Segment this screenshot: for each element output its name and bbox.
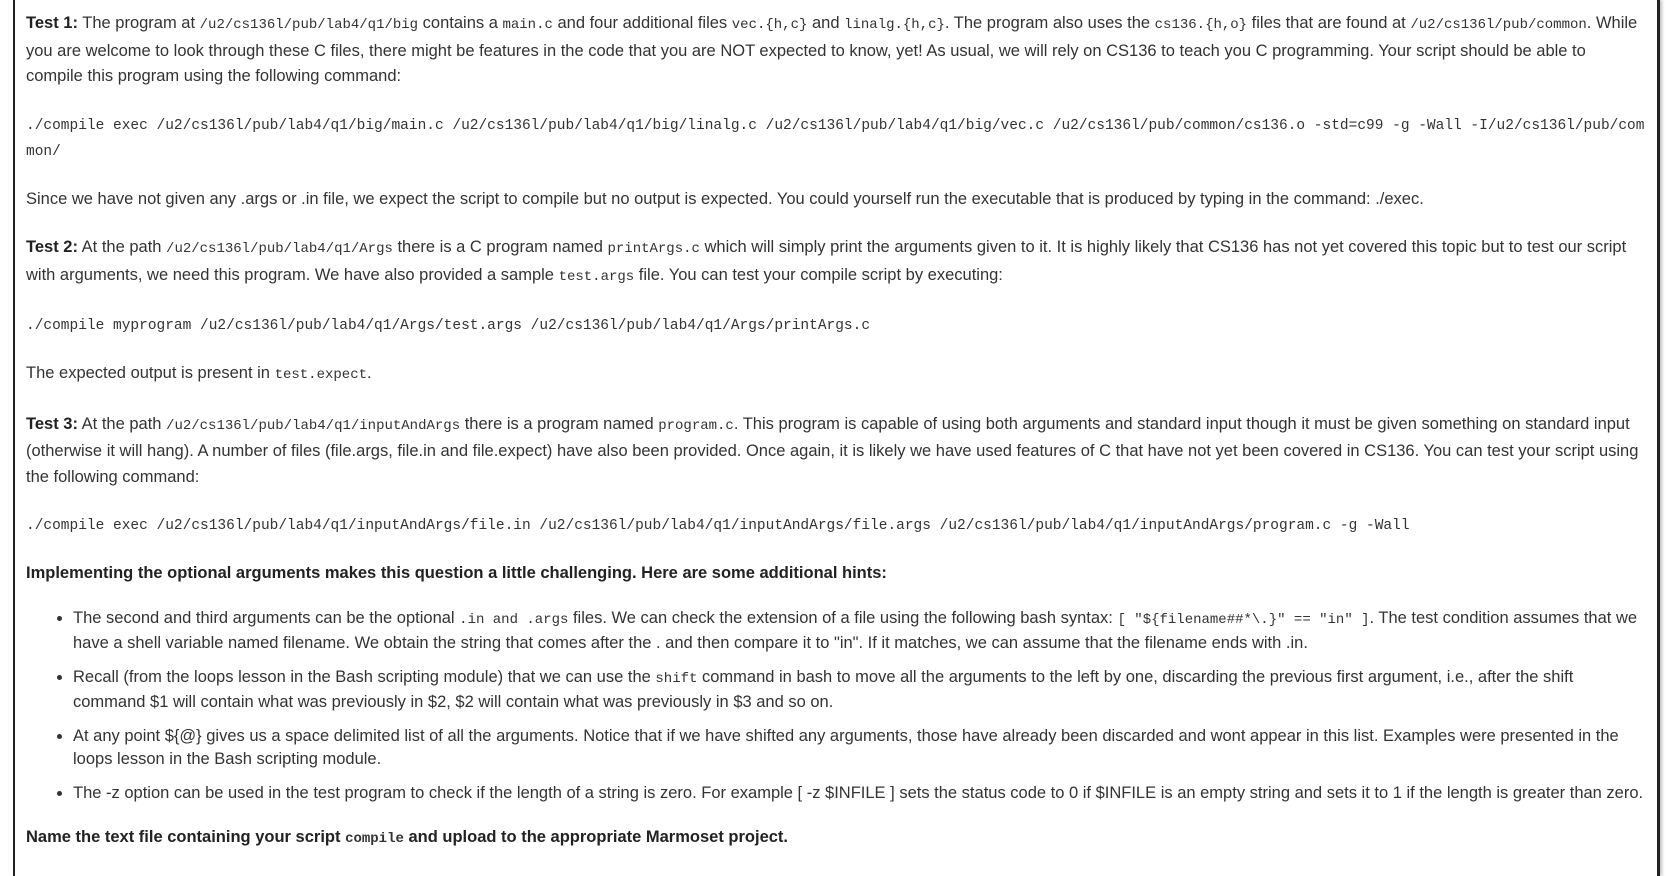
hints-heading [26,561,1646,587]
test2-text-1: At the path [77,238,167,256]
test2-text-2: there is a C program named [392,238,608,256]
test3-label: Test 3: [26,414,78,433]
test1-text-2: contains a [418,14,503,32]
hint2-text-2: command in bash to move all the arguments to the left by one, discarding the previous first argument, i.e., after the shift command $1 will contain what was previously in $2, $2 will contain what was previously in $3 and so on. [73,667,1574,711]
hint-item-shift [73,666,1646,714]
test3-paragraph [26,412,1646,491]
expected-text-2: . [367,364,372,382]
test1-text-6: files that are found at [1247,14,1411,32]
test1-label: Test 1: [26,14,78,32]
test1-code-linalg: linalg.{h,c} [844,17,945,33]
test1-text-3: and four additional files [552,14,732,32]
hint1-text-1: The second and third arguments can be the optional [73,608,460,627]
test1-text-5: . The program also uses the [944,14,1155,32]
test3-code-path: /u2/cs136l/pub/lab4/q1/inputAndArgs [166,417,461,434]
test3-text-3: . This program is capable of using both arguments and standard input though it must be given something on standard input (otherwise it will hang). A number of files (file.args, file.in and file.expect) have also been provided. Once again, it is likely we have used features of C that have not yet been covered in CS136. You can test your script using the following command: [26,414,1639,486]
expected-output-note [26,361,1646,389]
test1-code-cs136: cs136.{h,o} [1154,17,1248,33]
final-text-1: Name the text file containing your script [26,827,346,846]
test2-text-4: file. You can test your compile script by executing: [634,265,1003,284]
test2-text-3: which will simply print the arguments given to it. It is highly likely that CS136 has not yet covered this topic but to test our script with arguments, we need this program. We have also provided a sample [26,238,1627,284]
final-text-2: and upload to the appropriate Marmoset project. [403,827,788,846]
expected-code: test.expect [274,367,367,383]
test1-code-path: /u2/cs136l/pub/lab4/q1/big [199,17,419,33]
test1-command: ./compile exec /u2/cs136l/pub/lab4/q1/big/main.c /u2/cs136l/pub/lab4/q1/big/linalg.c /u2/cs136l/pub/lab4/q1/big/vec.c /u2/cs136l/pub/common/cs136.o -std=c99 -g -Wall -I/u2/cs136l/pub/common/ [26,117,1645,160]
test1-code-vec: vec.{h,c} [731,17,808,33]
test1-paragraph [26,11,1646,90]
test2-code-printargs: printArgs.c [607,241,700,257]
hints-heading-text: Implementing the optional arguments makes this question a little challenging. Here are some additional hints: [26,564,887,582]
test1-code-common: /u2/cs136l/pub/common [1410,17,1587,33]
final-code-compile: compile [345,830,404,847]
hint1-text-3: . The test condition assumes that we have a shell variable named filename. We obtain the string that comes after the . and then compare it to "in". If it matches, we can assume that the filename ends with .in. [73,608,1638,652]
final-instruction-text [26,828,788,846]
test2-command: ./compile myprogram /u2/cs136l/pub/lab4/q1/Args/test.args /u2/cs136l/pub/lab4/q1/Args/printArgs.c [26,318,871,334]
test3-text-1: At the path [77,414,167,433]
assignment-content [26,11,1646,872]
hint1-text-2: files. We can check the extension of a file using the following bash syntax: [568,608,1118,627]
hint-item-extension [73,607,1646,655]
test2-label: Test 2: [26,238,78,256]
test2-code-path: /u2/cs136l/pub/lab4/q1/Args [166,241,393,257]
test3-text-2: there is a program named [460,414,659,433]
hint-item-z-option: • The -z option can be used in the test program to check if the length of a string is zero. For example [ -z $INFILE ] sets the status code to 0 if $INFILE is an empty string and sets it to 1 if the length is greater than zero. [73,782,1646,805]
test1-note: Since we have not given any .args or .in file, we expect the script to compile but no output is expected. You could yourself run the executable that is produced by typing in the command: ./exec. [26,189,1424,208]
hint1-code-syntax: [ "${filename##*\.}" == "in" ] [1117,611,1370,628]
test2-code-testargs: test.args [558,268,635,285]
test3-command: ./compile exec /u2/cs136l/pub/lab4/q1/inputAndArgs/file.in /u2/cs136l/pub/lab4/q1/inputAndArgs/file.args /u2/cs136l/pub/lab4/q1/inputAndArgs/program.c -g -Wall [26,518,1410,534]
test1-text-4: and [807,14,845,32]
expected-text-1: The expected output is present in [26,364,275,382]
test2-paragraph [26,235,1646,290]
test1-text-1: The program at [77,14,200,32]
test1-code-main: main.c [502,17,553,33]
hint-item-args-list: • At any point ${@} gives us a space delimited list of all the arguments. Notice that if we have shifted any arguments, those have already been discarded and wont appear in this list. Examples were presented in the loops lesson in the Bash scripting module. [73,725,1646,771]
final-instruction [26,825,1646,853]
hint2-code-shift: shift [655,670,698,687]
test1-text-7: . While you are welcome to look through these C files, there might be features in the code that you are NOT expected to know, yet! As usual, we will rely on CS136 to teach you C programming. Your script should be able to compile this program using the following command: [26,14,1638,85]
hints-list [26,607,1646,805]
hint2-text-1: Recall (from the loops lesson in the Bash scripting module) that we can use the [73,667,656,686]
test3-code-program: program.c [658,417,734,434]
hint1-code-files: .in and .args [459,611,569,628]
